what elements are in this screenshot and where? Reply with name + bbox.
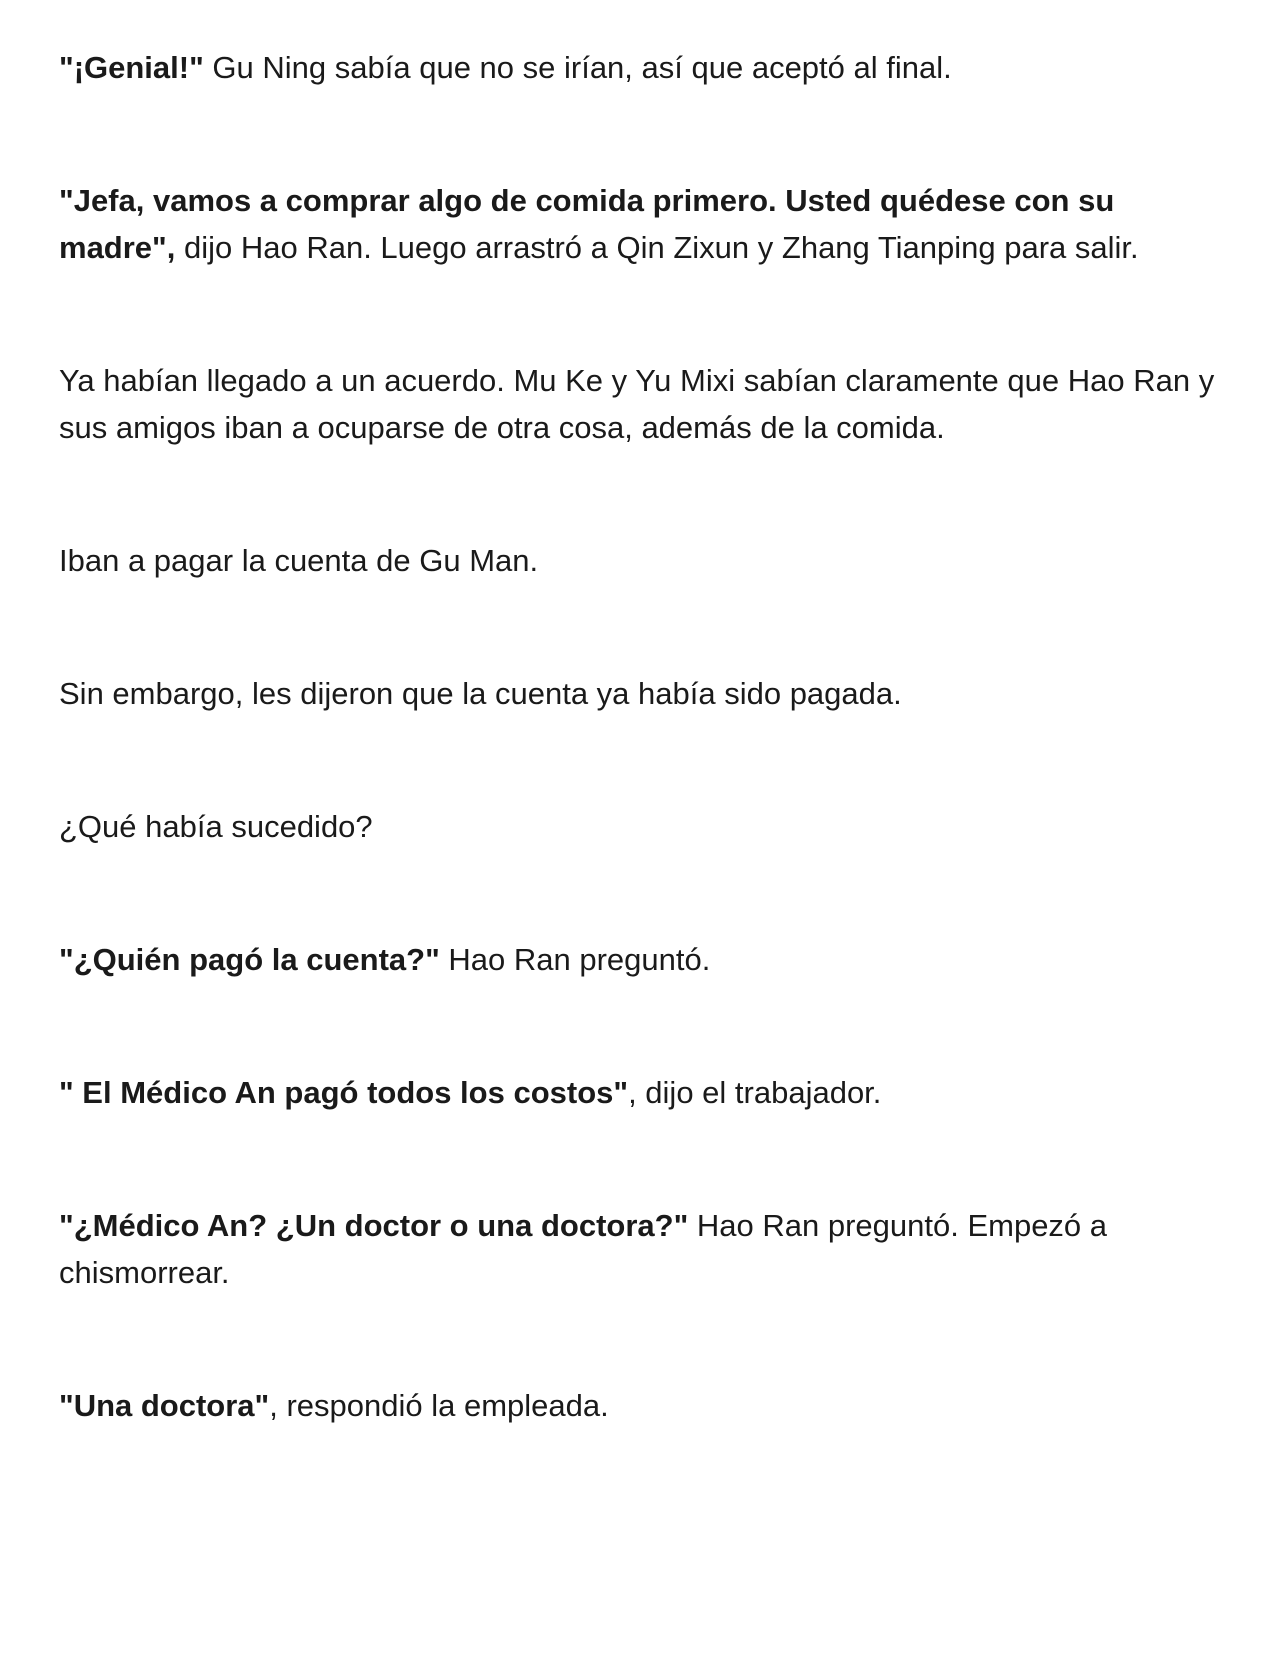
dialogue-bold: "¡Genial!" — [59, 50, 204, 85]
narration-text: Hao Ran preguntó. — [439, 942, 711, 977]
paragraph-7 — [59, 936, 1232, 983]
paragraph-1 — [59, 44, 1232, 91]
narration-text: , respondió la empleada. — [269, 1388, 609, 1423]
narration-text: Gu Ning sabía que no se irían, así que aceptó al final. — [203, 50, 952, 85]
narration-text: Iban a pagar la cuenta de Gu Man. — [59, 543, 539, 578]
dialogue-bold: "Jefa, vamos a comprar algo de comida primero. Usted quédese con su madre", — [59, 183, 1115, 265]
paragraph-8 — [59, 1069, 1232, 1116]
narration-text: ¿Qué había sucedido? — [59, 809, 373, 844]
paragraph-10 — [59, 1382, 1232, 1429]
narration-text: Ya habían llegado a un acuerdo. Mu Ke y Yu Mixi sabían claramente que Hao Ran y sus amigos iban a ocuparse de otra cosa, además de la comida. — [59, 363, 1215, 445]
dialogue-bold: "¿Quién pagó la cuenta?" — [59, 942, 440, 977]
dialogue-bold: "Una doctora" — [59, 1388, 270, 1423]
narration-text: Hao Ran preguntó. Empezó a chismorrear. — [59, 1208, 1108, 1290]
paragraph-4 — [59, 537, 1232, 584]
paragraph-3 — [59, 357, 1232, 451]
narration-text: , dijo el trabajador. — [628, 1075, 882, 1110]
dialogue-bold: "¿Médico An? ¿Un doctor o una doctora?" — [59, 1208, 689, 1243]
paragraph-5 — [59, 670, 1232, 717]
paragraph-2 — [59, 177, 1232, 271]
narration-text: dijo Hao Ran. Luego arrastró a Qin Zixun y Zhang Tianping para salir. — [175, 230, 1139, 265]
paragraph-9 — [59, 1202, 1232, 1296]
dialogue-bold: " El Médico An pagó todos los costos" — [59, 1075, 629, 1110]
narration-text: Sin embargo, les dijeron que la cuenta ya había sido pagada. — [59, 676, 902, 711]
paragraph-6 — [59, 803, 1232, 850]
